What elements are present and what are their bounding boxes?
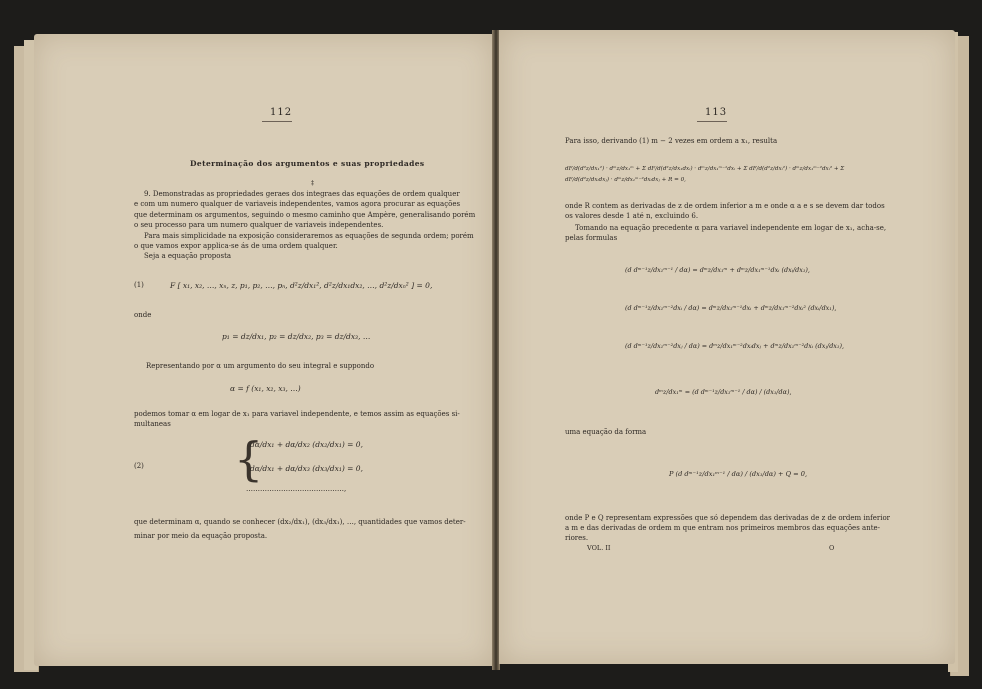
page-number-rule: [262, 121, 292, 122]
podemos-line1: podemos tomar α em logar de x₁ para variavel independente, e temos assim as equações si-: [134, 410, 460, 418]
tomando-line2: pelas formulas: [565, 234, 618, 242]
eq1: F [ x₁, x₂, …, xₙ, z, p₁, p₂, …, pₙ, d²z/dx₁², d²z/dx₁dx₂, …, d²z/dxₙ² ] = 0,: [170, 281, 433, 290]
page-number-left: 112: [270, 107, 293, 118]
para1-line1: 9. Demonstradas as propriedades geraes dos integraes das equações de ordem qualquer: [144, 190, 460, 198]
intro-line: Para isso, derivando (1) m − 2 vezes em ordem a x₁, resulta: [565, 137, 778, 145]
section-heading: Determinação dos argumentos e suas propriedades: [190, 159, 425, 168]
eq2-line2: dα/dx₁ + dα/dx₃ (dx₃/dx₁) = 0,: [250, 464, 363, 473]
para1-line2: e com um numero qualquer de variaveis independentes, vamos agora procurar as equações: [134, 200, 461, 208]
formula-3: (d dᵐ⁻¹z/dx₁ᵐ⁻²dxⱼ / dα) = dᵐz/dx₁ᵐ⁻²dxᵢdxⱼ + dᵐz/dx₁ᵐ⁻²dxᵢ (dxⱼ/dx₁),: [625, 342, 844, 350]
onde-label: onde: [134, 311, 152, 319]
seja-line: Seja a equação proposta: [144, 252, 232, 260]
ornament: ‡: [311, 180, 314, 187]
onde-pq-line3: riores.: [565, 534, 589, 542]
para1-line4: o seu processo para um numero qualquer de variaveis independentes.: [134, 221, 384, 229]
onde-r-line2: os valores desde 1 até n, excluindo 6.: [565, 212, 699, 220]
eq2-brace: {: [234, 432, 264, 486]
eq-alpha: α = f (x₁, x₂, x₃, …): [230, 384, 301, 393]
eq2-line3: ……………………………………,: [246, 485, 347, 493]
page-number-right: 113: [705, 107, 728, 118]
podemos-line2: multaneas: [134, 420, 171, 428]
eq2-label: (2): [134, 462, 144, 470]
tomando-line1: Tomando na equação precedente α para variavel independente em logar de x₁, acha-se,: [575, 224, 887, 232]
right-page: [499, 30, 955, 664]
formula-4: dᵐz/dx₁ᵐ = (d dᵐ⁻¹z/dx₁ᵐ⁻¹ / dα) / (dx₁/dα),: [655, 388, 792, 396]
left-page: [34, 34, 494, 666]
eq2-line1: dα/dx₁ + dα/dx₂ (dx₂/dx₁) = 0,: [250, 440, 363, 449]
formula-1: (d dᵐ⁻¹z/dx₁ᵐ⁻¹ / dα) = dᵐz/dx₁ᵐ + dᵐz/dx₁ᵐ⁻¹dxᵢ (dxᵢ/dx₁),: [625, 266, 810, 274]
page-number-rule-right: [697, 121, 727, 122]
representando-line: Representando por α um argumento do seu integral e suppondo: [146, 362, 375, 370]
uma-line: uma equação da forma: [565, 428, 647, 436]
para2-line1: Para mais simplicidade na exposição consideraremos as equações de segunda ordem; porém: [144, 232, 474, 240]
para1-line3: que determinam os argumentos, seguindo o mesmo caminho que Ampère, generalisando porém: [134, 211, 476, 219]
onde-r-line1: onde R contem as derivadas de z de ordem inferior a m e onde α a e s se devem dar todos: [565, 202, 885, 210]
onde-pq-line2: a m e das derivadas de ordem m que entram nos primeiros membros das equações ante-: [565, 524, 881, 532]
eq-p-definitions: p₁ = dz/dx₁, p₂ = dz/dx₂, p₃ = dz/dx₃, …: [222, 332, 371, 341]
formula-2: (d dᵐ⁻¹z/dx₁ᵐ⁻²dxᵢ / dα) = dᵐz/dx₁ᵐ⁻¹dxᵢ + dᵐz/dx₁ᵐ⁻²dxᵢ² (dxᵢ/dx₁),: [625, 304, 837, 312]
final-line2: minar por meio da equação proposta.: [134, 532, 268, 540]
final-line1: que determinam α, quando se conhecer (dx₂/dx₁), (dx₃/dx₁), …, quantidades que vamos deter-: [134, 518, 466, 526]
onde-pq-line1: onde P e Q representam expressões que só dependem das derivadas de z de ordem inferior: [565, 514, 891, 522]
eq-pq: P (d dᵐ⁻¹z/dx₁ᵐ⁻¹ / dα) / (dx₁/dα) + Q = 0,: [669, 470, 808, 478]
eq1-label: (1): [134, 281, 144, 289]
footer-signature: O: [829, 544, 835, 552]
footer-volume: VOL. II: [587, 544, 611, 552]
para2-line2: o que vamos expor applica-se ás de uma ordem qualquer.: [134, 242, 338, 250]
eq-big: dF/d(d²z/dx₁²) · dᵐz/dx₁ᵐ + Σ dF/d(d²z/dx₁dxᵢ) · dᵐz/dx₁ᵐ⁻¹dxᵢ + Σ dF/d(d²z/dxᵢ²) · dᵐz/dx₁ᵐ⁻²dxᵢ² + Σ dF/d(d²z/dxᵢdxⱼ) · dᵐz/dx₁ᵐ⁻²dxᵢdxⱼ + R = 0,: [565, 166, 845, 183]
